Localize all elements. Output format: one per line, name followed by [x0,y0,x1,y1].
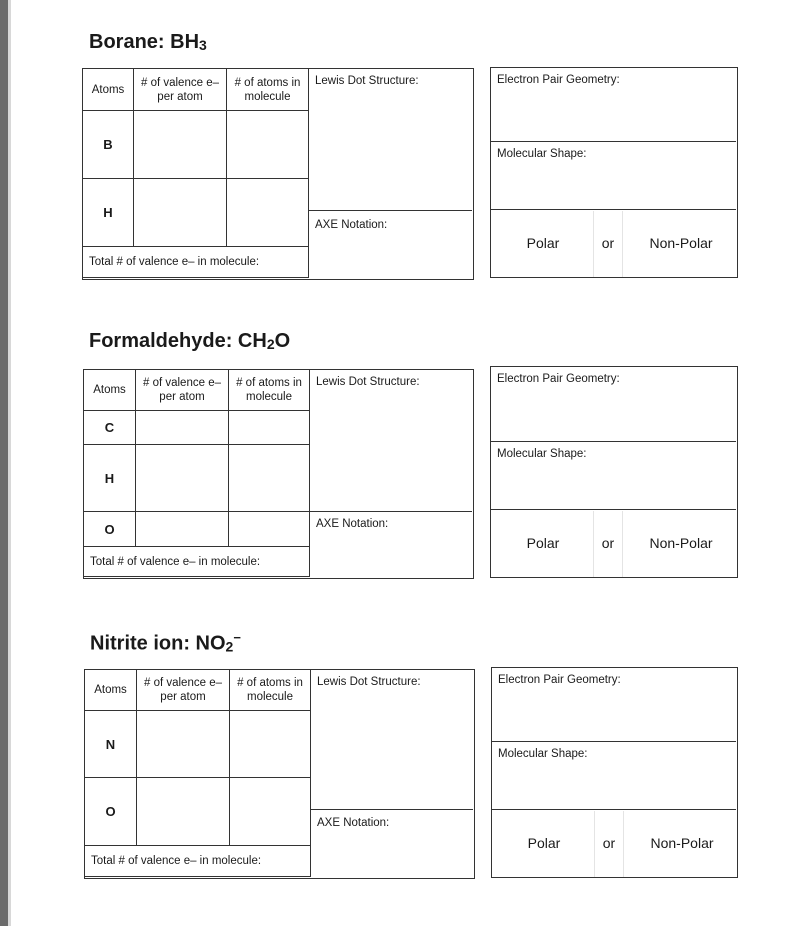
molecular-shape-box[interactable]: Molecular Shape: [491,442,736,510]
valence-cell[interactable] [137,711,230,778]
lewis-structure-box[interactable]: Lewis Dot Structure: [309,69,472,211]
molecule-section-nitrite [0,630,812,920]
atom-count-cell[interactable] [229,512,310,547]
valence-cell[interactable] [134,111,227,179]
atom-symbol: H [83,179,134,247]
non-polar-option[interactable]: Non-Polar [649,535,713,551]
atom-symbol: B [83,111,134,179]
atoms-header: Atoms [85,670,137,711]
molecule-table [83,369,474,579]
electron-pair-geometry-box[interactable]: Electron Pair Geometry: [491,367,736,442]
valence-cell[interactable] [136,445,229,512]
atoms-header: Atoms [83,69,134,111]
atom-count-header: # of atoms in molecule [230,670,311,711]
valence-cell[interactable] [134,179,227,247]
valence-header: # of valence e– per atom [137,670,230,711]
molecule-section-borane [0,31,812,321]
atom-count-cell[interactable] [229,445,310,512]
valence-cell[interactable] [136,512,229,547]
electron-pair-geometry-box[interactable]: Electron Pair Geometry: [492,668,736,742]
divider [622,211,623,277]
axe-notation-box[interactable]: AXE Notation: [317,817,390,829]
geometry-table [490,67,738,278]
atom-symbol: N [85,711,137,778]
lewis-structure-box[interactable]: Lewis Dot Structure: [311,670,473,810]
lewis-structure-box[interactable]: Lewis Dot Structure: [310,370,472,512]
molecule-title: Borane: $BH_3$ [89,31,207,53]
molecule-table [82,68,474,280]
atom-symbol: H [84,445,136,512]
atoms-header: Atoms [84,370,136,411]
atom-count-header: # of atoms in molecule [227,69,309,111]
valence-header: # of valence e– per atom [136,370,229,411]
total-valence-label: Total # of valence e– in molecule: [83,247,309,278]
atom-count-cell[interactable] [229,411,310,445]
atom-symbol: O [85,778,137,846]
valence-cell[interactable] [136,411,229,445]
atom-symbol: O [84,512,136,547]
atom-symbol: C [84,411,136,445]
atom-count-cell[interactable] [227,111,309,179]
electron-pair-geometry-box[interactable]: Electron Pair Geometry: [491,68,736,142]
atom-count-header: # of atoms in molecule [229,370,310,411]
axe-notation-box[interactable]: AXE Notation: [316,518,389,530]
non-polar-option[interactable]: Non-Polar [649,235,713,251]
non-polar-option[interactable]: Non-Polar [650,835,714,851]
molecule-title: Nitrite ion: $NO_2^-$ [90,630,241,655]
polar-option[interactable]: Polar [527,835,561,851]
geometry-table [490,366,738,578]
total-valence-label: Total # of valence e– in molecule: [84,547,310,577]
molecular-shape-box[interactable]: Molecular Shape: [492,742,736,810]
or-label: or [601,535,615,551]
or-label: or [602,835,616,851]
molecule-title: Formaldehyde: $CH_2O$ [89,330,291,352]
molecule-table [84,669,475,879]
atom-count-cell[interactable] [227,179,309,247]
valence-header: # of valence e– per atom [134,69,227,111]
geometry-table [491,667,738,878]
or-label: or [601,235,615,251]
divider [623,811,624,877]
total-valence-label: Total # of valence e– in molecule: [85,846,311,877]
axe-notation-box[interactable]: AXE Notation: [315,219,388,231]
atom-count-cell[interactable] [230,778,311,846]
molecule-section-formaldehyde [0,330,812,620]
divider [622,511,623,577]
polar-option[interactable]: Polar [526,235,560,251]
atom-count-cell[interactable] [230,711,311,778]
valence-cell[interactable] [137,778,230,846]
molecular-shape-box[interactable]: Molecular Shape: [491,142,736,210]
polar-option[interactable]: Polar [526,535,560,551]
